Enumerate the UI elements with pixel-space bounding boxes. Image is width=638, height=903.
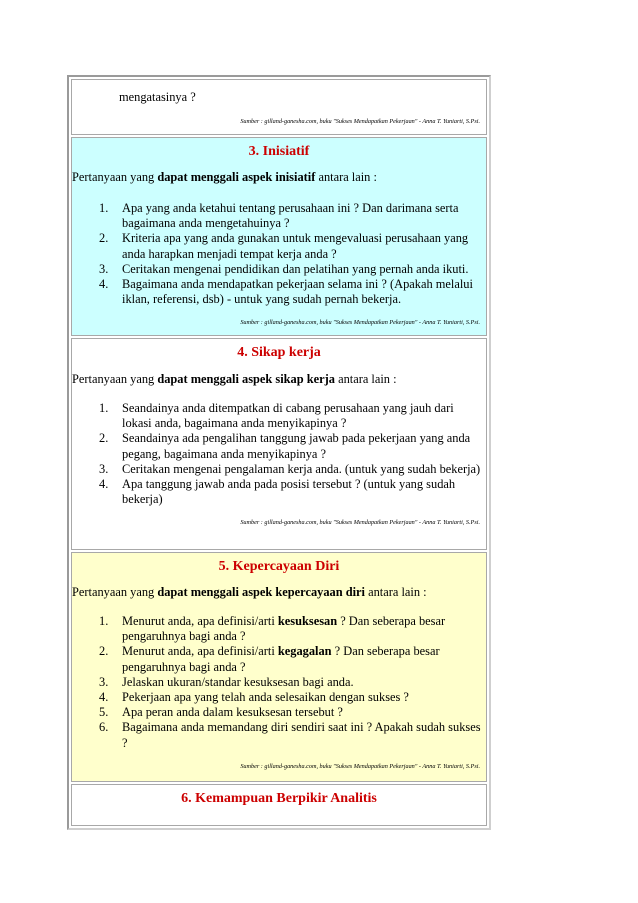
list-item: 1. Apa yang anda ketahui tentang perusahaan ini ? Dan darimana serta bagaimana anda mengetahuinya ? xyxy=(99,201,459,231)
list-item: 3. Ceritakan mengenai pengalaman kerja anda. (untuk yang sudah bekerja) xyxy=(99,461,481,476)
list-item: 3. Jelaskan ukuran/standar kesuksesan bagi anda. xyxy=(99,674,354,689)
list-item: 4. Apa tanggung jawab anda pada posisi tersebut ? (untuk yang sudah bekerja) xyxy=(99,477,456,507)
list-item: 6. Bagaimana anda memandang diri sendiri saat ini ? Apakah sudah sukses ? xyxy=(99,720,481,750)
question-list xyxy=(72,614,486,751)
list-item: 1. Seandainya anda ditempatkan di cabang perusahaan yang jauh dari lokasi anda, bagaimana anda menyikapinya ? xyxy=(99,401,454,431)
intro-text: Pertanyaan yang xyxy=(72,372,158,386)
section-title: 5. Kepercayaan Diri xyxy=(218,559,340,574)
intro-text: antara lain : xyxy=(365,585,427,599)
source-note: Sumber : gilland-ganesha.com, buku "Sukses Mendapatkan Pekerjaan" - Anna T. Yuniarti, S.Psi. xyxy=(240,118,480,125)
section-title: 3. Inisiatif xyxy=(248,144,310,159)
section-intro xyxy=(72,371,486,387)
list-item: 2. Kriteria apa yang anda gunakan untuk mengevaluasi perusahaan yang anda harapkan menjadi tempat kerja anda ? xyxy=(99,231,469,261)
section-berpikir-analitis xyxy=(71,784,487,826)
question-list xyxy=(72,201,486,307)
source-note: Sumber : gilland-ganesha.com, buku "Sukses Mendapatkan Pekerjaan" - Anna T. Yuniarti, S.Psi. xyxy=(240,519,480,527)
source-note: Sumber : gilland-ganesha.com, buku "Sukses Mendapatkan Pekerjaan" - Anna T. Yuniarti, S.Psi. xyxy=(240,319,480,327)
continuation-cell xyxy=(71,79,487,135)
source-note: Sumber : gilland-ganesha.com, buku "Sukses Mendapatkan Pekerjaan" - Anna T. Yuniarti, S.Psi. xyxy=(240,762,480,770)
document-table xyxy=(67,75,491,830)
intro-text: Pertanyaan yang xyxy=(72,585,158,599)
intro-bold-text: dapat menggali aspek sikap kerja xyxy=(157,372,335,386)
section-sikap-kerja xyxy=(71,338,487,550)
intro-bold-text: dapat menggali aspek inisiatif xyxy=(157,170,316,184)
section-kepercayaan-diri xyxy=(71,552,487,782)
list-item: 4. Pekerjaan apa yang telah anda selesaikan dengan sukses ? xyxy=(99,690,409,705)
section-intro xyxy=(72,169,486,185)
list-item: 3. Ceritakan mengenai pendidikan dan pelatihan yang pernah anda ikuti. xyxy=(99,261,469,276)
list-item: 2. Menurut anda, apa definisi/arti kegagalan ? Dan seberapa besar pengaruhnya bagi anda ? xyxy=(99,644,440,674)
list-item: 4. Bagaimana anda mendapatkan pekerjaan selama ini ? (Apakah melalui iklan, referensi, dsb) - untuk yang sudah pernah bekerja. xyxy=(99,277,473,307)
list-item: 1. Menurut anda, apa definisi/arti kesuksesan ? Dan seberapa besar pengaruhnya bagi anda ? xyxy=(99,614,446,644)
section-intro xyxy=(72,584,486,600)
section-inisiatif xyxy=(71,137,487,336)
list-item: 2. Seandainya ada pengalihan tanggung jawab pada pekerjaan yang anda pegang, bagaimana anda menyikapinya ? xyxy=(99,431,471,461)
continuation-text: mengatasinya ? xyxy=(119,90,196,104)
section-title: 4. Sikap kerja xyxy=(237,345,321,360)
intro-bold-text: dapat menggali aspek kepercayaan diri xyxy=(157,585,366,599)
question-list xyxy=(72,401,486,507)
intro-text: antara lain : xyxy=(315,170,377,184)
intro-text: Pertanyaan yang xyxy=(72,170,158,184)
section-title: 6. Kemampuan Berpikir Analitis xyxy=(181,791,377,806)
list-item: 5. Apa peran anda dalam kesuksesan tersebut ? xyxy=(99,705,343,720)
intro-text: antara lain : xyxy=(334,372,397,386)
